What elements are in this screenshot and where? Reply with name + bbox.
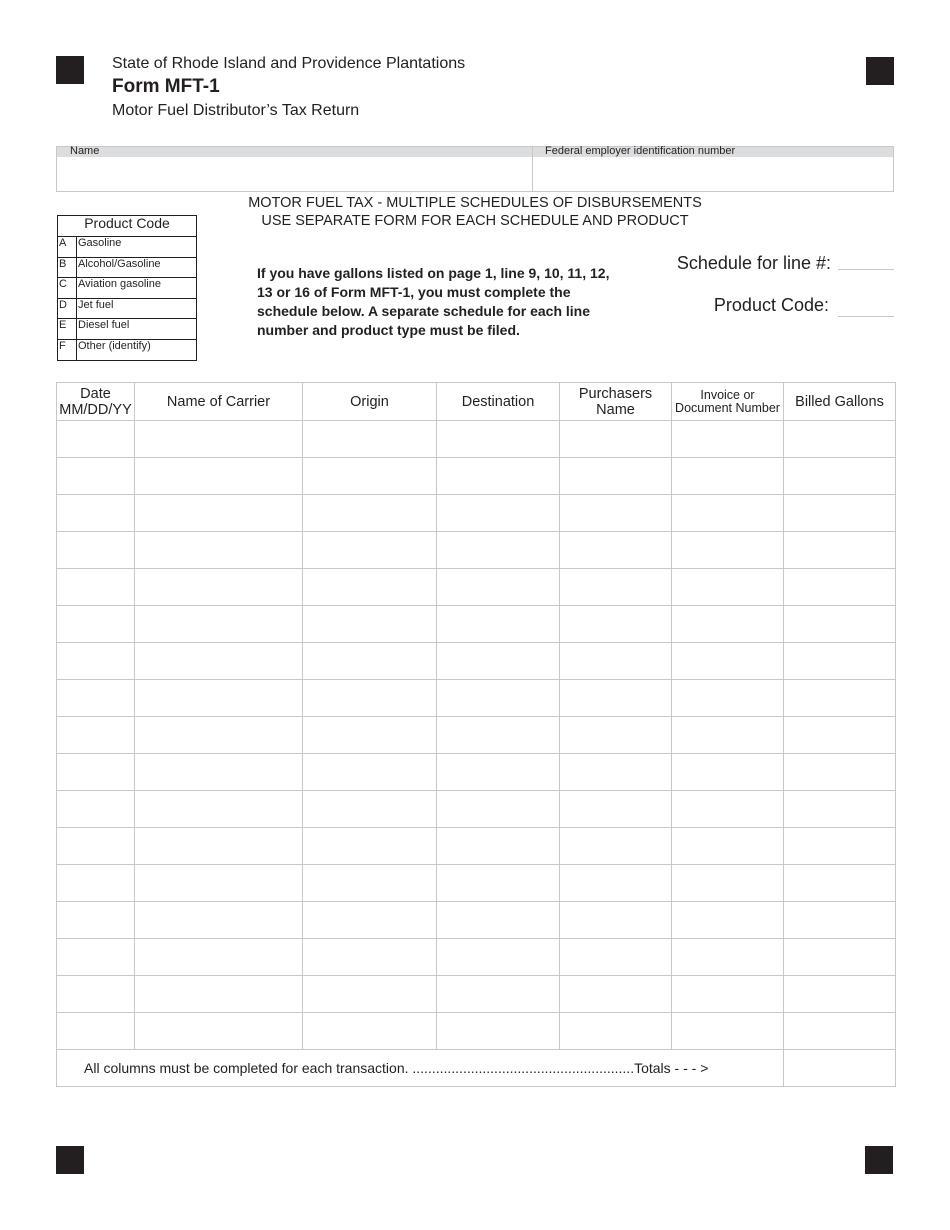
purchaser-cell[interactable] xyxy=(560,902,672,939)
purchaser-cell[interactable] xyxy=(560,828,672,865)
name-label: Name xyxy=(70,145,100,157)
fein-field[interactable] xyxy=(534,158,892,191)
table-row xyxy=(57,1013,896,1050)
date-cell[interactable] xyxy=(57,754,135,791)
purchaser-cell[interactable] xyxy=(560,976,672,1013)
date-cell[interactable] xyxy=(57,902,135,939)
date-cell[interactable] xyxy=(57,939,135,976)
registration-mark-bottom-right xyxy=(865,1146,893,1174)
carrier-cell[interactable] xyxy=(135,1013,303,1050)
destination-cell[interactable] xyxy=(437,606,560,643)
invoice-cell[interactable] xyxy=(672,976,784,1013)
totals-label: All columns must be completed for each transaction. .........................................................Totals - - - > xyxy=(57,1050,784,1087)
table-row xyxy=(57,865,896,902)
totals-row xyxy=(57,1050,896,1087)
table-row xyxy=(57,717,896,754)
destination-cell[interactable] xyxy=(437,791,560,828)
purchaser-cell[interactable] xyxy=(560,421,672,458)
form-title: Motor Fuel Distributor’s Tax Return xyxy=(112,102,360,119)
invoice-cell[interactable] xyxy=(672,569,784,606)
origin-cell[interactable] xyxy=(303,865,437,902)
table-row xyxy=(57,791,896,828)
date-cell[interactable] xyxy=(57,606,135,643)
purchaser-cell[interactable] xyxy=(560,569,672,606)
gallons-cell[interactable] xyxy=(784,902,896,939)
table-row xyxy=(57,976,896,1013)
col-carrier: Name of Carrier xyxy=(135,383,303,421)
purchaser-cell[interactable] xyxy=(560,643,672,680)
date-cell[interactable] xyxy=(57,421,135,458)
product-code-table xyxy=(57,215,197,361)
invoice-cell[interactable] xyxy=(672,828,784,865)
carrier-cell[interactable] xyxy=(135,569,303,606)
purchaser-cell[interactable] xyxy=(560,865,672,902)
state-name: State of Rhode Island and Providence Plantations xyxy=(112,55,466,72)
purchaser-cell[interactable] xyxy=(560,791,672,828)
origin-cell[interactable] xyxy=(303,495,437,532)
destination-cell[interactable] xyxy=(437,976,560,1013)
purchaser-cell[interactable] xyxy=(560,754,672,791)
gallons-cell[interactable] xyxy=(784,791,896,828)
product-code-name: Alcohol/Gasoline xyxy=(77,257,197,278)
product-code-letter: B xyxy=(58,257,77,278)
origin-cell[interactable] xyxy=(303,939,437,976)
gallons-cell[interactable] xyxy=(784,458,896,495)
carrier-cell[interactable] xyxy=(135,680,303,717)
date-cell[interactable] xyxy=(57,791,135,828)
invoice-cell[interactable] xyxy=(672,421,784,458)
product-code-field[interactable] xyxy=(838,316,894,317)
destination-cell[interactable] xyxy=(437,828,560,865)
product-code-row xyxy=(58,257,197,278)
origin-cell[interactable] xyxy=(303,680,437,717)
table-row xyxy=(57,754,896,791)
destination-cell[interactable] xyxy=(437,865,560,902)
date-cell[interactable] xyxy=(57,1013,135,1050)
date-cell[interactable] xyxy=(57,828,135,865)
origin-cell[interactable] xyxy=(303,421,437,458)
gallons-cell[interactable] xyxy=(784,754,896,791)
destination-cell[interactable] xyxy=(437,495,560,532)
registration-mark-bottom-left xyxy=(56,1146,84,1174)
purchaser-cell[interactable] xyxy=(560,939,672,976)
carrier-cell[interactable] xyxy=(135,495,303,532)
product-code-row xyxy=(58,339,197,360)
date-cell[interactable] xyxy=(57,976,135,1013)
carrier-cell[interactable] xyxy=(135,532,303,569)
destination-cell[interactable] xyxy=(437,532,560,569)
product-code-name: Diesel fuel xyxy=(77,319,197,340)
date-cell[interactable] xyxy=(57,643,135,680)
schedule-line-field[interactable] xyxy=(838,269,894,270)
table-row xyxy=(57,939,896,976)
carrier-cell[interactable] xyxy=(135,865,303,902)
origin-cell[interactable] xyxy=(303,791,437,828)
table-row xyxy=(57,680,896,717)
origin-cell[interactable] xyxy=(303,976,437,1013)
product-code-row xyxy=(58,319,197,340)
table-row xyxy=(57,902,896,939)
invoice-cell[interactable] xyxy=(672,495,784,532)
carrier-cell[interactable] xyxy=(135,717,303,754)
date-cell[interactable] xyxy=(57,569,135,606)
gallons-cell[interactable] xyxy=(784,717,896,754)
col-origin: Origin xyxy=(303,383,437,421)
gallons-cell[interactable] xyxy=(784,976,896,1013)
purchaser-cell[interactable] xyxy=(560,606,672,643)
taxpayer-id-box xyxy=(56,146,894,192)
gallons-cell[interactable] xyxy=(784,421,896,458)
product-code-row xyxy=(58,278,197,299)
carrier-cell[interactable] xyxy=(135,828,303,865)
schedule-subheading: USE SEPARATE FORM FOR EACH SCHEDULE AND PRODUCT xyxy=(261,213,689,229)
destination-cell[interactable] xyxy=(437,458,560,495)
gallons-cell[interactable] xyxy=(784,1013,896,1050)
carrier-cell[interactable] xyxy=(135,939,303,976)
gallons-cell[interactable] xyxy=(784,532,896,569)
invoice-cell[interactable] xyxy=(672,1013,784,1050)
disbursement-table xyxy=(56,382,896,1087)
table-row xyxy=(57,643,896,680)
carrier-cell[interactable] xyxy=(135,643,303,680)
gallons-cell[interactable] xyxy=(784,680,896,717)
origin-cell[interactable] xyxy=(303,902,437,939)
table-row xyxy=(57,606,896,643)
destination-cell[interactable] xyxy=(437,680,560,717)
product-code-label: Product Code: xyxy=(713,295,829,315)
schedule-heading: MOTOR FUEL TAX - MULTIPLE SCHEDULES OF DISBURSEMENTS xyxy=(248,195,702,211)
destination-cell[interactable] xyxy=(437,643,560,680)
product-code-row xyxy=(58,237,197,258)
gallons-cell[interactable] xyxy=(784,865,896,902)
table-row xyxy=(57,458,896,495)
origin-cell[interactable] xyxy=(303,754,437,791)
gallons-cell[interactable] xyxy=(784,828,896,865)
date-cell[interactable] xyxy=(57,532,135,569)
carrier-cell[interactable] xyxy=(135,421,303,458)
name-field[interactable] xyxy=(58,158,530,191)
col-destination: Destination xyxy=(437,383,560,421)
date-cell[interactable] xyxy=(57,495,135,532)
product-code-letter: C xyxy=(58,278,77,299)
purchaser-cell[interactable] xyxy=(560,532,672,569)
product-code-letter: A xyxy=(58,237,77,258)
date-cell[interactable] xyxy=(57,717,135,754)
table-row xyxy=(57,569,896,606)
origin-cell[interactable] xyxy=(303,717,437,754)
registration-mark-top-right xyxy=(866,57,894,85)
product-code-name: Aviation gasoline xyxy=(77,278,197,299)
date-cell[interactable] xyxy=(57,865,135,902)
invoice-cell[interactable] xyxy=(672,939,784,976)
table-row xyxy=(57,421,896,458)
invoice-cell[interactable] xyxy=(672,902,784,939)
table-row xyxy=(57,532,896,569)
origin-cell[interactable] xyxy=(303,1013,437,1050)
product-code-title: Product Code xyxy=(58,216,197,237)
purchaser-cell[interactable] xyxy=(560,458,672,495)
table-row xyxy=(57,828,896,865)
invoice-cell[interactable] xyxy=(672,754,784,791)
carrier-cell[interactable] xyxy=(135,458,303,495)
product-code-letter: E xyxy=(58,319,77,340)
gallons-cell[interactable] xyxy=(784,606,896,643)
invoice-cell[interactable] xyxy=(672,643,784,680)
fein-label: Federal employer identification number xyxy=(545,145,736,157)
destination-cell[interactable] xyxy=(437,939,560,976)
origin-cell[interactable] xyxy=(303,643,437,680)
destination-cell[interactable] xyxy=(437,569,560,606)
date-cell[interactable] xyxy=(57,680,135,717)
purchaser-cell[interactable] xyxy=(560,717,672,754)
product-code-letter: D xyxy=(58,298,77,319)
product-code-name: Other (identify) xyxy=(77,339,197,360)
totals-gallons-field[interactable] xyxy=(784,1050,896,1087)
gallons-cell[interactable] xyxy=(784,939,896,976)
date-cell[interactable] xyxy=(57,458,135,495)
col-date: Date MM/DD/YY xyxy=(57,383,135,421)
product-code-name: Jet fuel xyxy=(77,298,197,319)
invoice-cell[interactable] xyxy=(672,865,784,902)
purchaser-cell[interactable] xyxy=(560,1013,672,1050)
product-code-name: Gasoline xyxy=(77,237,197,258)
destination-cell[interactable] xyxy=(437,902,560,939)
table-row xyxy=(57,495,896,532)
invoice-cell[interactable] xyxy=(672,606,784,643)
destination-cell[interactable] xyxy=(437,754,560,791)
carrier-cell[interactable] xyxy=(135,902,303,939)
invoice-cell[interactable] xyxy=(672,532,784,569)
origin-cell[interactable] xyxy=(303,569,437,606)
col-gallons: Billed Gallons xyxy=(784,383,896,421)
purchaser-cell[interactable] xyxy=(560,680,672,717)
invoice-cell[interactable] xyxy=(672,717,784,754)
product-code-letter: F xyxy=(58,339,77,360)
carrier-cell[interactable] xyxy=(135,976,303,1013)
origin-cell[interactable] xyxy=(303,532,437,569)
col-invoice: Invoice or Document Number xyxy=(672,383,784,421)
product-code-row xyxy=(58,298,197,319)
carrier-cell[interactable] xyxy=(135,791,303,828)
invoice-cell[interactable] xyxy=(672,791,784,828)
instruction-text: If you have gallons listed on page 1, line 9, 10, 11, 12, 13 or 16 of Form MFT-1, you must complete the schedule below. A separate schedule for each line number and product type must be filed. xyxy=(257,265,610,338)
gallons-cell[interactable] xyxy=(784,495,896,532)
col-purchaser: Purchasers Name xyxy=(560,383,672,421)
origin-cell[interactable] xyxy=(303,458,437,495)
destination-cell[interactable] xyxy=(437,421,560,458)
registration-mark-top-left xyxy=(56,56,84,84)
gallons-cell[interactable] xyxy=(784,643,896,680)
destination-cell[interactable] xyxy=(437,717,560,754)
schedule-line-label: Schedule for line #: xyxy=(676,253,831,273)
gallons-cell[interactable] xyxy=(784,569,896,606)
invoice-cell[interactable] xyxy=(672,680,784,717)
origin-cell[interactable] xyxy=(303,828,437,865)
destination-cell[interactable] xyxy=(437,1013,560,1050)
form-number: Form MFT-1 xyxy=(112,76,220,97)
origin-cell[interactable] xyxy=(303,606,437,643)
invoice-cell[interactable] xyxy=(672,458,784,495)
carrier-cell[interactable] xyxy=(135,606,303,643)
carrier-cell[interactable] xyxy=(135,754,303,791)
purchaser-cell[interactable] xyxy=(560,495,672,532)
